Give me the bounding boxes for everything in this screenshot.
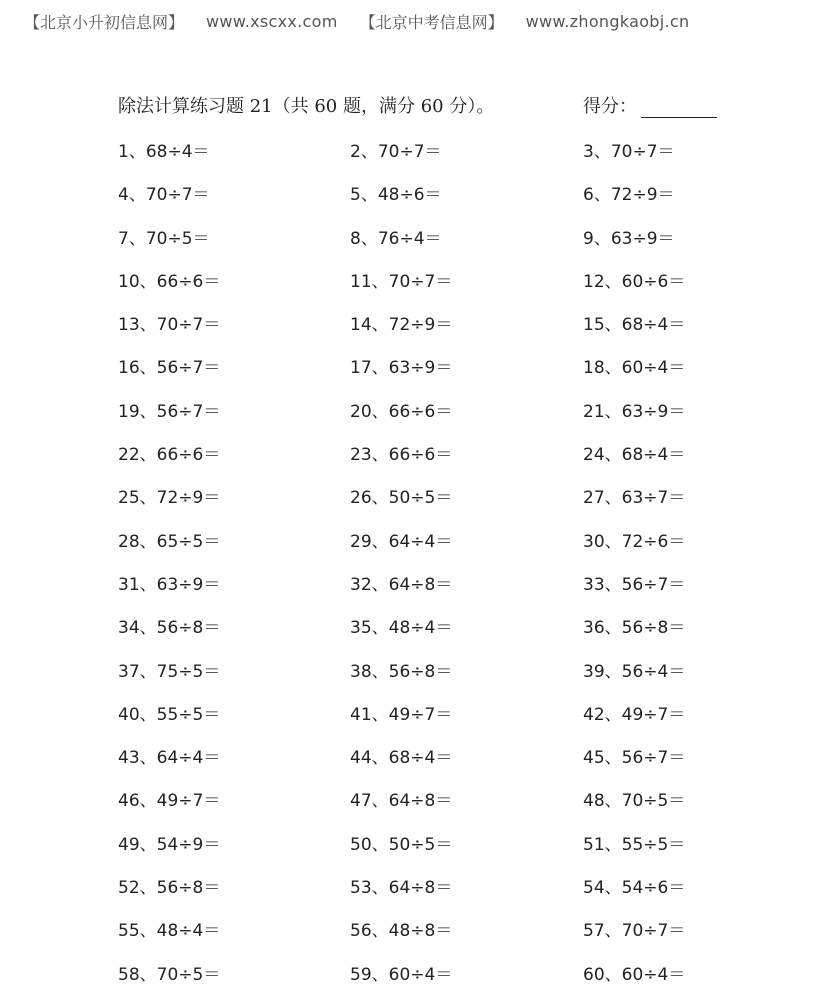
site-header [24,10,711,32]
problem-row [118,700,758,743]
problem-item: 59、60÷4＝ [350,964,453,985]
worksheet-title: 除法计算练习题 21（共 60 题，满分 60 分）。 [118,96,495,117]
problem-item: 5、48÷6＝ [350,185,442,206]
problem-item: 26、50÷5＝ [350,488,453,509]
problem-row [118,657,758,700]
problem-item: 4、70÷7＝ [118,185,210,206]
problem-item: 18、60÷4＝ [583,358,686,379]
problem-item: 45、56÷7＝ [583,748,686,769]
problem-item: 19、56÷7＝ [118,401,221,422]
problem-item: 8、76÷4＝ [350,228,442,249]
problem-item: 49、54÷9＝ [118,834,221,855]
header-left-label: 【北京小升初信息网】 [24,12,185,32]
problem-row [118,786,758,829]
problem-row [118,224,758,267]
problem-item: 23、66÷6＝ [350,445,453,466]
problem-item: 25、72÷9＝ [118,488,221,509]
problem-item: 21、63÷9＝ [583,401,686,422]
problem-item: 24、68÷4＝ [583,445,686,466]
problem-item: 28、65÷5＝ [118,531,221,552]
problem-item: 47、64÷8＝ [350,791,453,812]
problem-row [118,873,758,916]
problem-item: 27、63÷7＝ [583,488,686,509]
problem-row [118,137,758,180]
problem-item: 10、66÷6＝ [118,271,221,292]
problem-row [118,310,758,353]
problem-item: 17、63÷9＝ [350,358,453,379]
problem-item: 33、56÷7＝ [583,574,686,595]
problem-item: 32、64÷8＝ [350,574,453,595]
problem-item: 15、68÷4＝ [583,315,686,336]
problem-item: 2、70÷7＝ [350,142,442,162]
problem-item: 39、56÷4＝ [583,661,686,682]
problem-row [118,397,758,440]
problem-item: 11、70÷7＝ [350,271,453,292]
problem-item: 36、56÷8＝ [583,618,686,639]
problem-item: 50、50÷5＝ [350,834,453,855]
problem-item: 51、55÷5＝ [583,834,686,855]
problem-item: 7、70÷5＝ [118,228,210,249]
problem-item: 57、70÷7＝ [583,921,686,942]
problem-item: 53、64÷8＝ [350,878,453,899]
problem-item: 14、72÷9＝ [350,315,453,336]
problem-item: 16、56÷7＝ [118,358,221,379]
problem-item: 13、70÷7＝ [118,315,221,336]
problem-row [118,570,758,613]
problem-item: 29、64÷4＝ [350,531,453,552]
problem-item: 3、70÷7＝ [583,142,675,162]
problem-item: 35、48÷4＝ [350,618,453,639]
problem-item: 22、66÷6＝ [118,445,221,466]
problem-row [118,353,758,396]
problem-item: 46、49÷7＝ [118,791,221,812]
problem-item: 12、60÷6＝ [583,271,686,292]
problem-item: 6、72÷9＝ [583,185,675,206]
problem-item: 56、48÷8＝ [350,921,453,942]
score-blank[interactable] [641,97,717,118]
problem-item: 54、54÷6＝ [583,878,686,899]
problem-item: 9、63÷9＝ [583,228,675,249]
problem-item: 1、68÷4＝ [118,142,210,162]
problem-item: 52、56÷8＝ [118,878,221,899]
problem-row [118,830,758,873]
header-left-url[interactable]: www.xscxx.com [206,11,338,31]
problem-row [118,440,758,483]
score-field [583,92,717,118]
problem-item: 42、49÷7＝ [583,704,686,725]
problem-item: 20、66÷6＝ [350,401,453,422]
problem-grid [118,137,758,1003]
header-right-label: 【北京中考信息网】 [359,12,504,32]
problem-item: 58、70÷5＝ [118,964,221,985]
problem-item: 38、56÷8＝ [350,661,453,682]
problem-row [118,527,758,570]
problem-item: 31、63÷9＝ [118,574,221,595]
problem-row [118,960,758,1003]
problem-row [118,267,758,310]
problem-item: 44、68÷4＝ [350,748,453,769]
problem-item: 40、55÷5＝ [118,704,221,725]
problem-item: 43、64÷4＝ [118,748,221,769]
problem-row [118,916,758,959]
problem-item: 30、72÷6＝ [583,531,686,552]
header-right-url[interactable]: www.zhongkaobj.cn [525,11,690,31]
problem-row [118,180,758,223]
problem-item: 48、70÷5＝ [583,791,686,812]
problem-item: 34、56÷8＝ [118,618,221,639]
problem-row [118,613,758,656]
problem-item: 37、75÷5＝ [118,661,221,682]
problem-item: 60、60÷4＝ [583,964,686,985]
problem-row [118,483,758,526]
problem-item: 55、48÷4＝ [118,921,221,942]
score-label: 得分： [583,96,637,117]
problem-item: 41、49÷7＝ [350,704,453,725]
problem-row [118,743,758,786]
